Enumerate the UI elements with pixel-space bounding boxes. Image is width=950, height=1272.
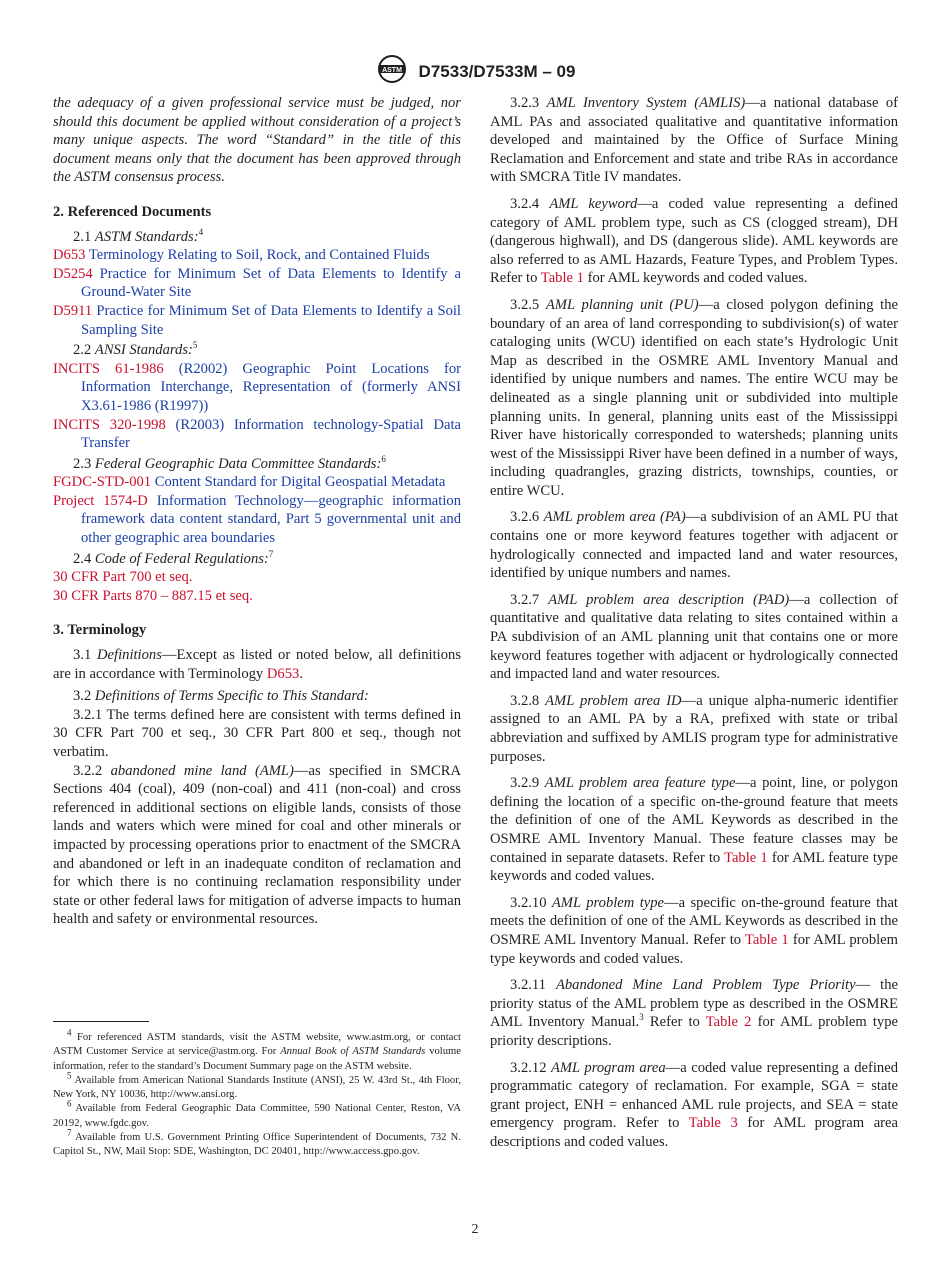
svg-text:ASTM: ASTM xyxy=(381,67,402,74)
page-header xyxy=(0,54,950,89)
footnote-7: $^7$ Available from U.S. Government Printing Office Superintendent of Documents, 732 N. Capitol St., NW, Mail Stop: SDE, Washington, DC 20401, http://www.access.gpo.gov. xyxy=(53,1127,461,1158)
reference-cfr-700[interactable]: 30 CFR Part 700 et seq. xyxy=(53,569,193,586)
reference-d653[interactable]: D653 Terminology Relating to Soil, Rock, and Contained Fluids xyxy=(53,247,430,264)
section-2-heading: 2. Referenced Documents xyxy=(53,203,212,220)
reference-project-1574-d[interactable]: Project 1574-D Information Technology—geographic information framework data content standard, Part 5 governmental unit and other geographic area boundaries xyxy=(53,492,461,547)
standard-designation: D7533/D7533M – 09 xyxy=(418,61,576,81)
table-1-link[interactable]: Table 1 xyxy=(744,931,789,948)
table-3-link[interactable]: Table 3 xyxy=(688,1115,738,1132)
table-1-link[interactable]: Table 1 xyxy=(540,270,584,287)
footnotes xyxy=(53,1027,461,1160)
table-1-link[interactable]: Table 1 xyxy=(724,849,768,866)
d653-link[interactable]: D653 xyxy=(266,665,300,682)
footnote-5: $^5$ Available from American National Standards Institute (ANSI), 25 W. 43rd St., 4th Floor, New York, NY 10036, http://www.ansi.org. xyxy=(53,1070,461,1101)
paragraph-3-2-4: 3.2.4 AML keyword—a coded value representing a defined category of AML problem type, such as CS (clogged stream), DH (dangerous highwall), and DS (dangerous slide). AML keywords are also referred to as AML Hazards, Feature Types, and Problem Types. Refer to Table 1 for AML keywords and coded values. xyxy=(490,195,898,287)
paragraph-3-2-11: 3.2.11 Abandoned Mine Land Problem Type Priority— the priority status of the AML problem type as described in the OSMRE AML Inventory Manual.$^3$ Refer to Table 2 for AML problem type priority descriptions. xyxy=(490,977,899,1049)
left-column xyxy=(53,94,461,929)
right-column xyxy=(490,94,898,1159)
astm-logo-icon xyxy=(375,54,409,89)
intro-paragraph: the adequacy of a given professional service must be judged, nor should this document be applied without consideration of a project’s many unique aspects. The word “Standard” in the title of this document means only that the document has been approved through the ASTM consensus process. xyxy=(53,95,461,186)
subsection-2-3: 2.3 Federal Geographic Data Committee Standards:$^6$ xyxy=(73,453,386,472)
reference-incits-320[interactable]: INCITS 320-1998 (R2003) Information technology-Spatial Data Transfer xyxy=(53,416,461,452)
paragraph-3-2-7: 3.2.7 AML problem area description (PAD)—a collection of quantitative and qualitative data relating to sites contained within a PA subdivision of an AML planning unit that contains one or more keyword features together with adjacent or hydrologically connected and impacted land and water resources. xyxy=(490,591,898,683)
table-2-link[interactable]: Table 2 xyxy=(705,1014,752,1031)
reference-fgdc-std-001[interactable]: FGDC-STD-001 Content Standard for Digital Geospatial Metadata xyxy=(53,474,446,491)
reference-d5254[interactable]: D5254 Practice for Minimum Set of Data Elements to Identify a Ground-Water Site xyxy=(53,265,461,301)
paragraph-3-2-2: 3.2.2 abandoned mine land (AML)—as specified in SMCRA Sections 404 (coal), 409 (non-coal) and 411 (non-coal) and cross referenced in additional sections on eligible lands, consists of those lands and waters which were mined for coal and other minerals or impacted by processing operations prior to enactment of the SMCRA and abandoned or left in an inadequate conditon of reclamation and for which there is no continuing reclamation responsibility under state or other federal laws for mitigation of adverse impacts to human health and safety or environmental resources. xyxy=(53,762,461,928)
paragraph-3-2-1: 3.2.1 The terms defined here are consistent with terms defined in 30 CFR Part 700 et seq., 30 CFR Part 800 et seq., though not verbatim. xyxy=(53,706,461,760)
paragraph-3-2-8: 3.2.8 AML problem area ID—a unique alpha-numeric identifier assigned to an AML PA by a RA, prefixed with state or tribal abbreviation and suffixed by AMLIS program type for administrative purposes. xyxy=(490,692,898,765)
reference-incits-61[interactable]: INCITS 61-1986 (R2002) Geographic Point Locations for Information Interchange, Representation of (formerly ANSI X3.61-1986 (R1997)) xyxy=(53,360,461,414)
paragraph-3-2-5: 3.2.5 AML planning unit (PU)—a closed polygon defining the boundary of an area of land corresponding to subdivision(s) of water cataloging units (WCU) identified on each state’s Hydrologic Unit Map as described in the OSMRE AML Inventory Manual and identified by unique numbers and names. The entire WCU may be delineated as a single planning unit or subdivided into multiple planning units. In general, planning units east of the Mississippi River have historically corresponded to watersheds; planning units west of the Mississippi River have been defined in a number of ways, including quadrangles, grazing districts, townships, counties, or entire WCU. xyxy=(490,296,899,499)
paragraph-3-2-10: 3.2.10 AML problem type—a specific on-the-ground feature that meets the definition of one of the AML Keywords as described in the OSMRE AML Inventory Manual. Refer to Table 1 for AML problem type keywords and coded values. xyxy=(490,894,898,967)
reference-cfr-870[interactable]: 30 CFR Parts 870 – 887.15 et seq. xyxy=(53,587,253,604)
paragraph-3-1: 3.1 Definitions—Except as listed or noted below, all definitions are in accordance with Terminology D653. xyxy=(53,647,461,682)
footnote-divider xyxy=(53,1021,149,1022)
footnote-4: $^4$ For referenced ASTM standards, visit the ASTM website, www.astm.org, or contact ASTM Customer Service at service@astm.org. For Annual Book of ASTM Standards volume information, refer to the standard’s Document Summary page on the ASTM website. xyxy=(53,1027,461,1072)
subsection-2-1: 2.1 ASTM Standards:$^4$ xyxy=(73,226,204,245)
section-3-heading: 3. Terminology xyxy=(53,622,147,639)
paragraph-3-2-12: 3.2.12 AML program area—a coded value representing a defined programmatic category of reclamation. For example, SGA = state grant project, ENH = enhanced AML rule projects, and SEA = state emergency program. Refer to Table 3 for AML program area descriptions and coded values. xyxy=(490,1059,898,1150)
paragraph-3-2-6: 3.2.6 AML problem area (PA)—a subdivision of an AML PU that contains one or more keyword features together with adjacent or hydrologically connected and impacted land and water resources, identified by unique numbers and names. xyxy=(490,509,898,582)
paragraph-3-2-3: 3.2.3 AML Inventory System (AMLIS)—a national database of AML PAs and associated qualitative and quantitative information developed and maintained by the Office of Surface Mining Reclamation and Enforcement and state and tribe RAs in accordance with SMCRA Title IV mandates. xyxy=(490,95,898,186)
page-number: 2 xyxy=(471,1222,479,1237)
footnote-6: $^6$ Available from Federal Geographic Data Committee, 590 National Center, Reston, VA 20192, www.fgdc.gov. xyxy=(53,1098,461,1129)
paragraph-3-2-9: 3.2.9 AML problem area feature type—a point, line, or polygon defining the location of a specific on-the-ground feature that meets the definition of one of the AML Keywords as described in the OSMRE AML Inventory Manual. These feature classes may be contained in separate datasets. Refer to Table 1 for AML feature type keywords and coded values. xyxy=(490,775,898,885)
subsection-2-2: 2.2 ANSI Standards:$^5$ xyxy=(73,340,198,359)
reference-d5911[interactable]: D5911 Practice for Minimum Set of Data Elements to Identify a Soil Sampling Site xyxy=(53,302,461,338)
subsection-2-4: 2.4 Code of Federal Regulations:$^7$ xyxy=(73,548,274,567)
paragraph-3-2: 3.2 Definitions of Terms Specific to This Standard: xyxy=(73,688,369,705)
